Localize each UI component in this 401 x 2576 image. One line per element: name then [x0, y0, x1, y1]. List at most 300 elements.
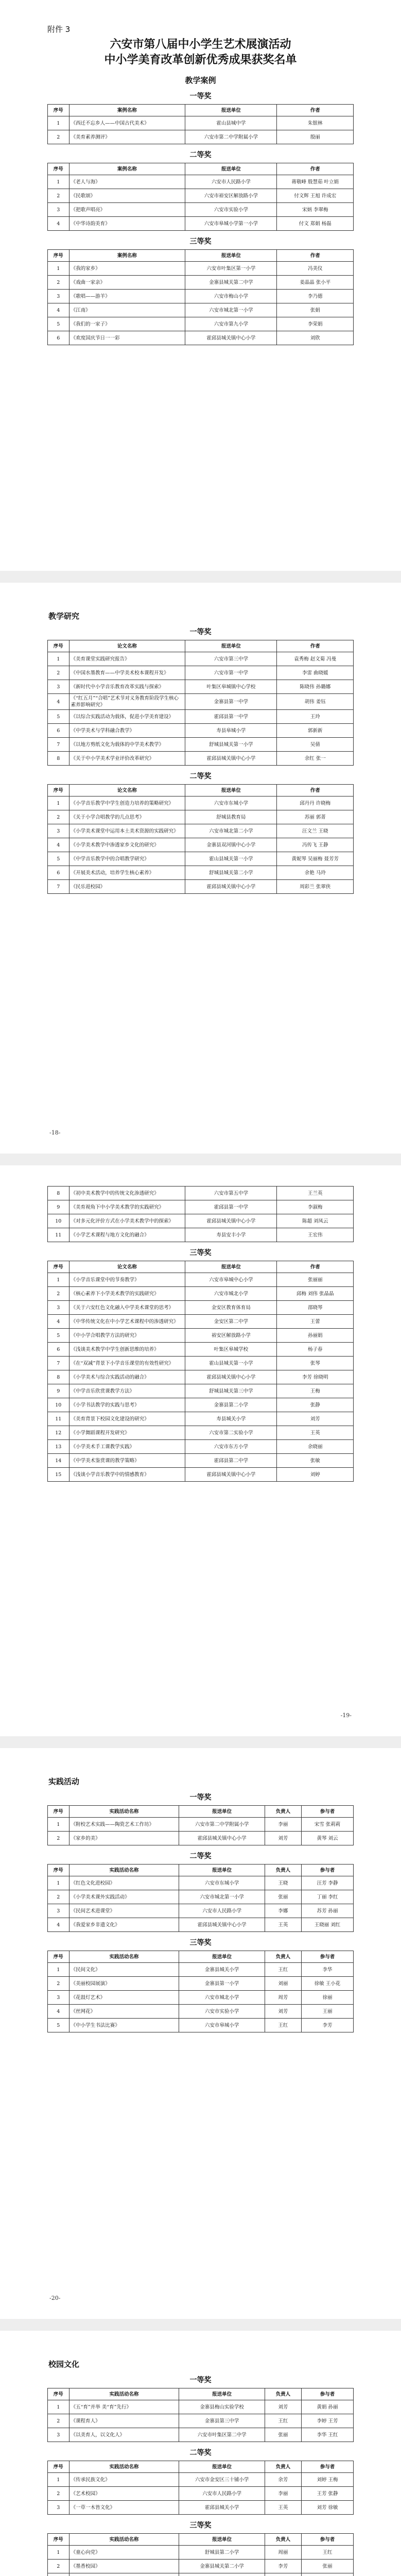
- table-row: [48, 2400, 354, 2414]
- column-header: 参与者: [302, 2461, 354, 2473]
- table-cell: 2: [48, 2560, 69, 2573]
- table-cell: 邱梅 刘伟 张晶晶: [277, 1287, 354, 1301]
- case-first-table: [47, 104, 354, 144]
- table-cell: 余艳 马玲: [277, 866, 354, 880]
- column-header: 参与者: [302, 2388, 354, 2400]
- table-cell: 张丽: [265, 2428, 301, 2442]
- table-cell: 2: [48, 276, 69, 290]
- table-cell: 15: [48, 1468, 69, 1482]
- table-cell: 李淑梅: [277, 1200, 354, 1214]
- table-cell: 霍山县城关第一小学: [185, 852, 277, 866]
- table-cell: 周彩兰 张翠侠: [277, 880, 354, 894]
- table-cell: 《小学书法教学的实践与思考》: [69, 1398, 185, 1412]
- table-row: [48, 1287, 354, 1301]
- table-cell: 六安市第二实验小学: [185, 1426, 277, 1440]
- table-cell: 舒城县城关第一小学: [185, 738, 277, 752]
- table-cell: 胡伟 姜钰: [277, 694, 354, 710]
- column-header: 负责人: [265, 2461, 301, 2473]
- table-cell: 六安市人民路小学: [179, 2487, 265, 2501]
- column-header: 论文名称: [69, 640, 185, 652]
- column-header: 序号: [48, 785, 69, 796]
- table-cell: 《墨香校园》: [69, 2560, 179, 2573]
- table-cell: 4: [48, 838, 69, 852]
- table-cell: 六安市裕安区解放路小学: [185, 189, 277, 203]
- column-header: 序号: [48, 250, 69, 262]
- table-cell: 《我爱家乡非遗文化》: [69, 1918, 179, 1932]
- table-cell: 六安市城北小学: [179, 1991, 265, 2005]
- table-cell: 10: [48, 1214, 69, 1228]
- table-cell: 《附校艺术实践——陶瓷艺术工作坊》: [69, 1818, 179, 1832]
- prize-title-second: 二等奖: [189, 151, 212, 159]
- table-row: [48, 2414, 354, 2428]
- table-cell: 1: [48, 652, 69, 666]
- column-header: 参与者: [302, 1806, 354, 1818]
- table-cell: 5: [48, 317, 69, 331]
- table-cell: 《红色文化进校园》: [69, 1876, 179, 1890]
- table-cell: 王蕾: [277, 1315, 354, 1329]
- table-cell: 《花鼓灯艺术》: [69, 1991, 179, 2005]
- table-cell: 《中国水墨教育——中学美术校本课程开发》: [69, 666, 185, 680]
- table-row: [48, 116, 354, 130]
- table-cell: 《中华诗韵美育》: [69, 217, 185, 231]
- table-cell: 4: [48, 217, 69, 231]
- table-cell: 六安市第五中学: [185, 1187, 277, 1200]
- column-header: 案例名称: [69, 163, 185, 175]
- table-cell: 1: [48, 2473, 69, 2487]
- column-header: 参与者: [302, 1951, 354, 1963]
- prize-title-second: 二等奖: [189, 1852, 212, 1860]
- table-cell: 霍邱县城关镇中心小学: [185, 331, 277, 345]
- table-cell: 六安市梅山小学: [185, 290, 277, 303]
- table-cell: 张娟: [277, 303, 354, 317]
- table-cell: 舒城县城关第三中学: [185, 1384, 277, 1398]
- table-row: [48, 1876, 354, 1890]
- table-cell: 《以美育人，以文化人》: [69, 2428, 179, 2442]
- table-cell: 李华: [302, 1963, 354, 1977]
- table-row: [48, 130, 354, 144]
- table-row: [48, 1977, 354, 1991]
- table-cell: 1: [48, 262, 69, 276]
- table-header-row: [48, 1865, 354, 1876]
- column-header: 序号: [48, 640, 69, 652]
- case-second-table: [47, 163, 354, 231]
- table-cell: 1: [48, 796, 69, 810]
- table-cell: 汪芳 李静: [302, 1876, 354, 1890]
- table-row: [48, 1273, 354, 1287]
- table-cell: 4: [48, 1918, 69, 1932]
- table-cell: 《艺术校园》: [69, 2487, 179, 2501]
- table-row: [48, 838, 354, 852]
- table-cell: 《关于小学合唱教学的几点思考》: [69, 810, 185, 824]
- table-cell: 3: [48, 1991, 69, 2005]
- table-cell: 霍邱县第二中学: [185, 1454, 277, 1468]
- document-title-line-2: 中小学美育改革创新优秀成果获奖名单: [104, 53, 297, 66]
- column-header: 作者: [277, 785, 354, 796]
- table-row: [48, 203, 354, 217]
- column-header: 报送单位: [185, 1261, 277, 1273]
- table-cell: 李丽: [265, 2487, 301, 2501]
- column-header: 序号: [48, 2388, 69, 2400]
- table-cell: 金寨县第二小学: [185, 1398, 277, 1412]
- page-number: -19-: [340, 1712, 352, 1719]
- table-cell: 《小学美术课堂中运用本土美术资源的实践研究》: [69, 824, 185, 838]
- table-cell: 六安市金安区三十铺小学: [179, 2473, 265, 2487]
- table-cell: 《核心素养下小学美术教学的实践研究》: [69, 1287, 185, 1301]
- table-row: [48, 1329, 354, 1343]
- table-cell: 六安市皋城小学第一小学: [185, 217, 277, 231]
- column-header: 案例名称: [69, 250, 185, 262]
- table-cell: 刘芳: [265, 1832, 301, 1845]
- table-cell: 王芳 张静: [302, 2487, 354, 2501]
- table-cell: 7: [48, 880, 69, 894]
- table-cell: 六安市城北第一小学: [179, 1890, 265, 1904]
- column-header: 参与者: [302, 1865, 354, 1876]
- table-row: [48, 1315, 354, 1329]
- column-header: 序号: [48, 2534, 69, 2546]
- table-cell: 余晓丽: [277, 1440, 354, 1454]
- table-cell: 刘欣: [277, 331, 354, 345]
- table-cell: 《民歌颂》: [69, 189, 185, 203]
- table-cell: [179, 2573, 265, 2576]
- table-cell: 3: [48, 290, 69, 303]
- table-row: [48, 796, 354, 810]
- table-cell: 六安市城北第一小学: [185, 303, 277, 317]
- table-cell: 《民间艺术进课堂》: [69, 1904, 179, 1918]
- table-cell: 《美育素养测评》: [69, 130, 185, 144]
- table-cell: 8: [48, 1187, 69, 1200]
- table-cell: 《中学音乐欣赏课教学方法》: [69, 1384, 185, 1398]
- table-cell: 郭新新: [277, 724, 354, 738]
- table-cell: 张敏: [277, 1454, 354, 1468]
- table-row: [48, 331, 354, 345]
- table-row: [48, 752, 354, 766]
- table-row: [48, 724, 354, 738]
- table-cell: 李丽: [265, 1818, 301, 1832]
- table-cell: 3: [48, 203, 69, 217]
- table-cell: 6: [48, 1343, 69, 1357]
- table-cell: 1: [48, 2546, 69, 2560]
- table-cell: 《以综合实践活动为载体，促进小学美育建设》: [69, 710, 185, 724]
- column-header: 参与者: [302, 2534, 354, 2546]
- column-header: 负责人: [265, 2534, 301, 2546]
- table-row: [48, 694, 354, 710]
- table-cell: 王玲: [277, 710, 354, 724]
- table-cell: [48, 2573, 69, 2576]
- prize-title-third: 三等奖: [189, 238, 212, 246]
- prize-title-third: 三等奖: [189, 1939, 212, 1947]
- column-header: 实践活动名称: [69, 1951, 179, 1963]
- column-header: 报送单位: [185, 163, 277, 175]
- column-header: 报送单位: [185, 105, 277, 116]
- table-cell: 李芳 徐晓明: [277, 1370, 354, 1384]
- table-cell: 霍邱县第一中学: [185, 710, 277, 724]
- table-cell: 李荣娟: [277, 317, 354, 331]
- table-cell: 6: [48, 331, 69, 345]
- table-cell: 金寨县第一中学: [185, 694, 277, 710]
- table-cell: 1: [48, 2400, 69, 2414]
- table-cell: 霍邱县城关镇中心小学: [185, 1214, 277, 1228]
- table-cell: 孙丽娟: [277, 1329, 354, 1343]
- table-row: [48, 1343, 354, 1357]
- table-header-row: [48, 2388, 354, 2400]
- table-cell: 《小学美术与综合实践活动的融合》: [69, 1370, 185, 1384]
- table-cell: 寿县城关小学: [185, 1412, 277, 1426]
- attachment-label: 附件 3: [47, 25, 71, 34]
- table-row: [48, 2573, 354, 2576]
- table-cell: 《美育课堂实践研究报告》: [69, 652, 185, 666]
- table-cell: 袁秀梅 赵文菊 冯曼: [277, 652, 354, 666]
- table-cell: 《老人与海》: [69, 175, 185, 189]
- table-cell: 《新时代中小学音乐教育改革实践与探索》: [69, 680, 185, 694]
- table-cell: 付文 郑娟 杨磊: [277, 217, 354, 231]
- table-header-row: [48, 2461, 354, 2473]
- table-header-row: [48, 250, 354, 262]
- table-cell: 六安市东城小学: [179, 1876, 265, 1890]
- table-cell: 5: [48, 710, 69, 724]
- column-header: 负责人: [265, 1806, 301, 1818]
- document-page-3: [0, 1165, 401, 1736]
- table-row: [48, 1963, 354, 1977]
- document-page-5: [0, 2331, 401, 2576]
- table-cell: 徐丽: [302, 1991, 354, 2005]
- table-cell: 《一草一木皆文化》: [69, 2501, 179, 2515]
- table-header-row: [48, 2534, 354, 2546]
- table-cell: 《西迁不忘乡人——中国古代美术》: [69, 116, 185, 130]
- table-cell: 张静: [277, 1398, 354, 1412]
- table-cell: 李华 王红: [302, 2428, 354, 2442]
- table-cell: 3: [48, 680, 69, 694]
- table-cell: 殷丽: [277, 130, 354, 144]
- prize-title-first: 一等奖: [189, 2376, 212, 2384]
- column-header: 序号: [48, 1806, 69, 1818]
- table-cell: 苏丽 郭菁: [277, 810, 354, 824]
- prize-title-third: 三等奖: [189, 2521, 212, 2530]
- prize-title-first: 一等奖: [189, 628, 212, 636]
- table-cell: 《童心向党》: [69, 2546, 179, 2560]
- table-cell: 霍邱县城关小学: [179, 2501, 265, 2515]
- table-cell: 李雷 曲晓媛: [277, 666, 354, 680]
- table-cell: 六安市人民路小学: [185, 175, 277, 189]
- table-row: [48, 2501, 354, 2515]
- page-number: -18-: [49, 1129, 61, 1136]
- table-cell: 黄琴 刘云: [302, 1832, 354, 1845]
- table-cell: 金安区第二中学: [185, 1315, 277, 1329]
- table-cell: 5: [48, 1329, 69, 1343]
- table-row: [48, 710, 354, 724]
- table-cell: 六安市东城小学: [185, 796, 277, 810]
- column-header: 作者: [277, 640, 354, 652]
- table-row: [48, 1454, 354, 1468]
- table-cell: 《小学音乐课堂中的节奏教学》: [69, 1273, 185, 1287]
- table-cell: 寿县安丰小学: [185, 1228, 277, 1242]
- table-cell: 六安市城北小学: [185, 1287, 277, 1301]
- table-cell: 7: [48, 738, 69, 752]
- research-second-table: [47, 784, 354, 894]
- table-cell: 汪文兰 王晓: [277, 824, 354, 838]
- table-cell: 付文辉 王旭 许成宏: [277, 189, 354, 203]
- table-row: [48, 2473, 354, 2487]
- table-cell: [302, 2573, 354, 2576]
- table-cell: 《关于六安红色文化融入中学美术课堂的思考》: [69, 1301, 185, 1315]
- table-cell: 1: [48, 1876, 69, 1890]
- section-title-culture: 校园文化: [48, 2360, 80, 2369]
- table-cell: 六安市叶集区第一小学: [185, 262, 277, 276]
- column-header: 负责人: [265, 2388, 301, 2400]
- table-cell: 4: [48, 1315, 69, 1329]
- table-cell: 周丽: [265, 2546, 301, 2560]
- table-cell: 2: [48, 666, 69, 680]
- table-cell: 《“红五月”“合唱”艺术节对义务教育阶段学生核心素养影响研究》: [69, 694, 185, 710]
- column-header: 报送单位: [179, 1865, 265, 1876]
- table-cell: 2: [48, 1287, 69, 1301]
- section-title-case: 教学案例: [185, 76, 216, 85]
- table-cell: 刘婷 王梅: [302, 2473, 354, 2487]
- column-header: 报送单位: [185, 250, 277, 262]
- table-header-row: [48, 640, 354, 652]
- column-header: 序号: [48, 1261, 69, 1273]
- prize-title-second: 二等奖: [189, 2449, 212, 2457]
- table-row: [48, 1918, 354, 1932]
- table-cell: 李乃德: [277, 290, 354, 303]
- table-cell: 王晓丽 刘红: [302, 1918, 354, 1932]
- table-cell: 《歌唱——游羊》: [69, 290, 185, 303]
- table-row: [48, 317, 354, 331]
- document-page-2: [0, 583, 401, 1154]
- table-cell: 王红: [265, 2414, 301, 2428]
- column-header: 报送单位: [179, 2534, 265, 2546]
- table-row: [48, 880, 354, 894]
- document-page-4: [0, 1748, 401, 2319]
- table-cell: 1: [48, 116, 69, 130]
- table-cell: 《民乐进校园》: [69, 880, 185, 894]
- table-cell: 李娜: [265, 1904, 301, 1918]
- table-cell: 寿县皋城小学: [185, 724, 277, 738]
- table-cell: 王兰英: [277, 1187, 354, 1200]
- table-cell: 2: [48, 1832, 69, 1845]
- column-header: 序号: [48, 2461, 69, 2473]
- table-cell: 9: [48, 1200, 69, 1214]
- column-header: 报送单位: [185, 640, 277, 652]
- table-cell: 陈超 刘凤云: [277, 1214, 354, 1228]
- table-cell: 霍邱县城关镇中心小学: [179, 1918, 265, 1932]
- table-cell: 六安市叶集区第二中学: [179, 2428, 265, 2442]
- table-cell: 1: [48, 175, 69, 189]
- table-cell: 李婷 王芳: [302, 2414, 354, 2428]
- table-cell: 周芳: [265, 1991, 301, 2005]
- page-separator: [0, 1736, 401, 1748]
- table-cell: 《中华传统文化在中小学艺术课程中的渗透研究》: [69, 1315, 185, 1329]
- table-cell: 舒城县城关第二小学: [185, 866, 277, 880]
- column-header: 作者: [277, 163, 354, 175]
- table-row: [48, 303, 354, 317]
- table-cell: 《美育背景下校园文化建设的研究》: [69, 1412, 185, 1426]
- table-row: [48, 1214, 354, 1228]
- table-row: [48, 1818, 354, 1832]
- table-cell: 《我的家乡》: [69, 262, 185, 276]
- page-separator: [0, 1154, 401, 1165]
- table-row: [48, 276, 354, 290]
- table-row: [48, 680, 354, 694]
- column-header: 实践活动名称: [69, 2388, 179, 2400]
- table-cell: 《江南》: [69, 303, 185, 317]
- table-cell: 4: [48, 303, 69, 317]
- table-cell: 《我们的一家子》: [69, 317, 185, 331]
- table-cell: 《小学音乐教学中学生创造力培养的策略研究》: [69, 796, 185, 810]
- table-cell: 《家乡的美》: [69, 1832, 179, 1845]
- table-cell: 黄娟 孙丽: [302, 2400, 354, 2414]
- table-header-row: [48, 1261, 354, 1273]
- table-cell: 8: [48, 752, 69, 766]
- table-cell: 金安区教育体育局: [185, 1301, 277, 1315]
- table-cell: 六安市东方小学: [185, 1440, 277, 1454]
- table-header-row: [48, 1951, 354, 1963]
- table-cell: 《浅谈小学音乐教学中的情感教育》: [69, 1468, 185, 1482]
- table-cell: 1: [48, 1273, 69, 1287]
- table-header-row: [48, 1806, 354, 1818]
- column-header: 作者: [277, 1261, 354, 1273]
- column-header: 序号: [48, 105, 69, 116]
- table-cell: 霍邱县城关镇中心小学: [185, 1468, 277, 1482]
- table-cell: 霍邱县城关镇中心小学: [185, 880, 277, 894]
- table-cell: 3: [48, 2428, 69, 2442]
- table-cell: 4: [48, 2005, 69, 2019]
- table-header-row: [48, 105, 354, 116]
- table-cell: 5: [48, 2019, 69, 2032]
- table-row: [48, 824, 354, 838]
- table-cell: 刘芳 徐敏: [302, 2501, 354, 2515]
- table-row: [48, 1384, 354, 1398]
- table-cell: 朱银林: [277, 116, 354, 130]
- table-cell: 《小学舞蹈课程开发研究》: [69, 1426, 185, 1440]
- table-cell: 吴倩: [277, 738, 354, 752]
- table-cell: 《中学美术鉴赏课的教学策略》: [69, 1454, 185, 1468]
- table-row: [48, 652, 354, 666]
- table-cell: 《小学艺术课程与地方文化的融合》: [69, 1228, 185, 1242]
- table-cell: 2: [48, 2487, 69, 2501]
- table-cell: 王红: [265, 2019, 301, 2032]
- prize-title-first: 一等奖: [189, 92, 212, 100]
- prize-title-first: 一等奖: [189, 1793, 212, 1802]
- table-row: [48, 1228, 354, 1242]
- table-cell: 冯传飞 王静: [277, 838, 354, 852]
- culture-second-table: [47, 2461, 354, 2515]
- table-cell: 14: [48, 1454, 69, 1468]
- table-cell: 张丽丽: [277, 1273, 354, 1287]
- table-cell: 《中小学生书法比赛》: [69, 2019, 179, 2032]
- table-cell: 《传承民族文化》: [69, 2473, 179, 2487]
- table-cell: 6: [48, 724, 69, 738]
- table-cell: 叶集区皋城学校: [185, 1343, 277, 1357]
- table-cell: 王红: [302, 2546, 354, 2560]
- table-row: [48, 2560, 354, 2573]
- table-row: [48, 1412, 354, 1426]
- table-cell: 霍邱县城关镇中心小学: [179, 1832, 265, 1845]
- table-cell: 《对多元化评价方式在小学美术教学中的探索》: [69, 1214, 185, 1228]
- table-row: [48, 2019, 354, 2032]
- table-cell: 霍邱县城关镇中心小学: [185, 752, 277, 766]
- table-cell: 金寨县第三中学: [179, 2414, 265, 2428]
- table-cell: 金寨县城关第二小学: [179, 2560, 265, 2573]
- table-cell: 张丽: [302, 2560, 354, 2573]
- table-cell: 3: [48, 2501, 69, 2515]
- table-row: [48, 810, 354, 824]
- table-row: [48, 1301, 354, 1315]
- table-cell: 《小学美术教学中渗透家乡文化的研究》: [69, 838, 185, 852]
- column-header: 案例名称: [69, 105, 185, 116]
- table-row: [48, 217, 354, 231]
- table-row: [48, 852, 354, 866]
- column-header: 作者: [277, 105, 354, 116]
